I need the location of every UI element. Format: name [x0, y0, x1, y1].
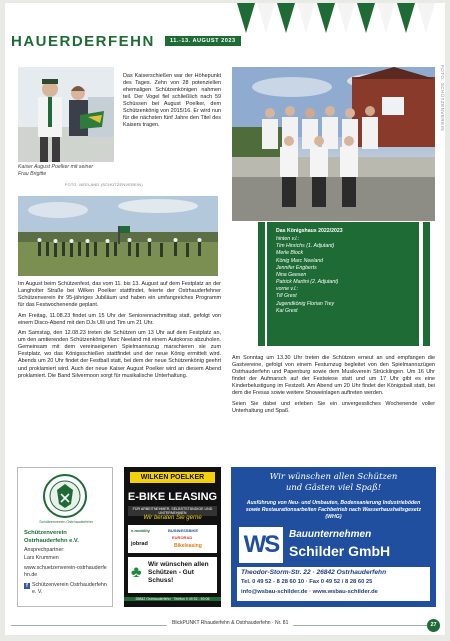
article-paragraph: Am Sonntag um 13.30 Uhr treten die Schützen erneut an und empfangen die Gastvereine, gefolgt von einem Festumzug begleitet von den Spielmannszügen Ostrhauderfehn und Papenburg sowie dem Musikverein Strücklingen. Um 16 Uhr findet der Aufmarsch auf der Festwiese statt und um 17 Uhr gibt es eine Kinderbelustigung im Festzelt. Am Abend um 20 Uhr findet der Königsball statt, bei dem die Fresas sowie weitere Showeinlagen auftreten werden. — [232, 355, 435, 397]
poelker-ad — [124, 467, 221, 607]
poelker-partner-logos — [128, 525, 217, 553]
partner-logo: jobrad — [131, 541, 148, 547]
schilder-web[interactable]: info@wsbau-schilder.de · www.wsbau-schilder.de — [241, 589, 378, 595]
bunting-decoration — [237, 3, 445, 53]
clover-icon: ♣ — [131, 564, 142, 581]
koenigshaus-line: vorne v.l.: — [276, 286, 299, 293]
schilder-wish-1: Wir wünschen allen Schützen — [269, 472, 398, 482]
side-photo-credit: FOTO: SCHÜTZENVEREIN — [440, 65, 445, 132]
kaiser-photo-caption: Kaiser August Poelker mit seiner Frau Brigitte — [18, 164, 94, 177]
poelker-headline: E-BIKE LEASING — [127, 491, 218, 503]
article-right-column — [232, 355, 435, 418]
page-footer — [5, 620, 445, 634]
koenigshaus-line: Till Grest — [276, 293, 297, 300]
article-paragraph: Seien Sie dabei und erleben Sie ein unvergessliches Wochenende voller Unterhaltung und Spaß. — [232, 400, 435, 414]
schilder-company-1: Bauunternehmen — [289, 529, 372, 540]
koenigshaus-line: Kai Grest — [276, 307, 298, 314]
schilder-address: Theodor-Storm-Str. 22 · 26842 Ostrhauderfehn — [241, 569, 387, 576]
schilder-logo: WS — [239, 527, 283, 563]
verein-logo-text: Schützenverein Ostrhauderfehn — [39, 520, 93, 524]
verein-contact-label: Ansprechpartner: — [24, 547, 65, 553]
article-paragraph: Im August beim Schützenfest, das vom 11. bis 13. August auf dem Festplatz an der Langholter Straße bei Wilken Poelker stattfindet, feierte der Ostrhauderfehner Schützenverein ihr 95-jähriges Jubiläum und haben ein umfangreiches Programm für das Festwochenende geplant. — [18, 281, 221, 309]
facebook-icon: f — [24, 583, 30, 589]
koenigshaus-line: König Marc Neeland — [276, 257, 324, 264]
poelker-advice: Wir beraten Sie gerne — [143, 515, 202, 521]
verein-contact-name: Lars Krummen — [24, 555, 59, 561]
page-number: 27 — [427, 619, 440, 632]
koenigshaus-photo — [232, 67, 435, 221]
schilder-info-box — [237, 567, 430, 601]
page-title: HAUERDERFEHN — [11, 33, 155, 50]
schilder-company-2: Schilder GmbH — [289, 543, 391, 559]
koenigshaus-line: Jennifer Engberts — [276, 264, 317, 271]
kaiser-photo — [18, 67, 114, 162]
date-badge: 11.-13. AUGUST 2023 — [165, 36, 241, 46]
schuetzenverein-ad — [17, 467, 113, 607]
koenigshaus-line: Merle Block — [276, 250, 304, 257]
partner-logo: BUSINESSBIKE — [168, 528, 199, 533]
verein-web-link[interactable]: www.schuetzenverein-ostrhauderfehn.de — [24, 565, 107, 578]
verein-facebook-link[interactable]: Schützenverein Ostrhauderfehn e. V. — [32, 582, 107, 595]
green-stripe-right — [423, 222, 430, 346]
koenigshaus-line: hinten v.l.: — [276, 236, 300, 243]
parade-photo — [18, 196, 218, 276]
koenigshaus-line: Jugendkönig Florian Trey — [276, 300, 335, 307]
koenigshaus-line: Nina Geesen — [276, 271, 307, 278]
koenigshaus-box — [267, 222, 419, 346]
partner-logo: EURORAD — [172, 535, 193, 540]
poelker-address: 26842 Ostrhauderfehn · Telefon 0 49 52 - 53 06 — [124, 597, 221, 601]
poelker-wish: Wir wünschen allen Schützen - Gut Schuss! — [148, 561, 209, 584]
partner-logo: Bikeleasing — [174, 543, 202, 549]
koenigshaus-line: Tim Hinrichs (1. Adjutant) — [276, 243, 335, 250]
verein-title: Schützenverein Ostrhauderfehn e.V. — [24, 530, 79, 544]
green-stripe-left — [258, 222, 265, 346]
partner-logo: e-mobility — [131, 528, 150, 533]
article-paragraph: Am Freitag, 11.08.23 findet um 15 Uhr der Seniorennachmittag statt, gefolgt von einem Disco-Abend mit den DJs Ulli und Tim um 21 Uhr. — [18, 312, 221, 326]
poelker-brand: WILKEN POELKER — [130, 472, 215, 483]
poelker-sub: FÜR ARBEITNEHMER, SELBSTSTÄNDIGE UND UNTERNEHMEN — [128, 506, 217, 516]
verein-logo — [43, 474, 87, 518]
intro-paragraph: Das Kaiserschießen war der Höhepunkt des Tages. Zehn von 28 potenziellen ehemaligen Schützenkönigen nahmen teil. Der Vogel fiel schließlich nach 59 Schüssen bei August Poelker, dem Schützenkönig von 2015/16. Er wird nun für die nächsten fünf Jahre den Titel des Kaisers tragen. — [123, 73, 221, 129]
magazine-page — [5, 3, 445, 635]
article-paragraph: Am Samstag, den 12.08.23 treten die Schützen um 13 Uhr auf dem Festplatz an, um den amtierenden Schützenkönig Marc Neeland mit einem Autokorso abzuholen. Gemeinsam mit dem vereinseigenen Spielmannszug marschieren sie zum Festplatz, wo das Königsschießen stattfindet und der neue König ermittelt wird. Abends um 20 Uhr findet der Festball statt, bei dem der neue Schützenkönig geehrt und proklamiert wird. Auch der neue Kaiser August Poelker wird an diesem Abend proklamiert. Die Band Silvermoon sorgt für musikalische Unterhaltung. — [18, 330, 221, 379]
koenigshaus-heading: Das Königshaus 2022/2023 — [276, 228, 343, 234]
kaiser-photo-credit: FOTO: NEELAND (SCHÜTZENVEREIN) — [65, 183, 143, 187]
koenigshaus-line: Patrick Martini (2. Adjutant) — [276, 279, 339, 286]
poelker-wish-box — [128, 557, 217, 593]
schilder-phone: Tel. 0 49 52 - 8 28 60 10 · Fax 0 49 52 / 8 28 60 25 — [241, 579, 373, 585]
schilder-services: Ausführung von Neu- und Umbauten, Bodensanierung Industrieböden sowie Restaurationsarbeiten Fachbetrieb nach Wasserhaushaltsgesetz (WHG) — [245, 500, 422, 520]
schilder-wish-2: und Gästen viel Spaß! — [285, 483, 382, 493]
schilder-ad — [231, 467, 436, 607]
article-left-column — [18, 281, 221, 383]
footer-publication: BlickPUNKT Rhauderfehn & Ostrhauderfehn · Nr. 81 — [167, 620, 293, 626]
